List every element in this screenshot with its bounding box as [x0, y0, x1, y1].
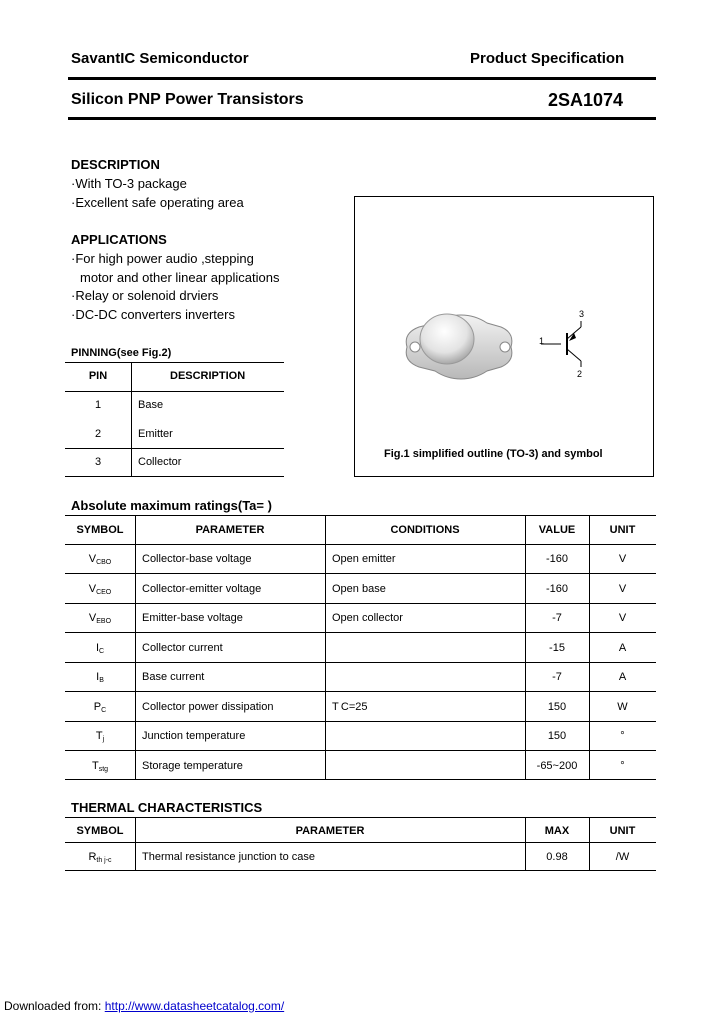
unit: V	[618, 583, 627, 595]
ratings-row-rule	[65, 750, 656, 751]
thermal-header-parameter: PARAMETER	[295, 825, 365, 837]
pin-header: PIN	[88, 370, 108, 382]
parameter: Collector-emitter voltage	[142, 583, 262, 595]
pin-description: Emitter	[138, 428, 173, 440]
value: -160	[545, 583, 569, 595]
pin-number: 3	[94, 456, 102, 468]
value: 150	[547, 701, 567, 713]
thermal-top-rule	[65, 817, 656, 818]
value: 150	[547, 730, 567, 742]
ratings-col-divider	[325, 515, 326, 779]
part-number: 2SA1074	[548, 90, 624, 110]
unit: V	[618, 553, 627, 565]
document-type: Product Specification	[470, 50, 625, 67]
thermal-title: THERMAL CHARACTERISTICS	[71, 800, 263, 815]
value: -65~200	[536, 760, 578, 772]
pin-description: Collector	[138, 456, 182, 468]
parameter: Collector-base voltage	[142, 553, 252, 565]
footer-label: Downloaded from:	[4, 999, 102, 1013]
ratings-header-value: VALUE	[538, 524, 576, 536]
parameter: Storage temperature	[142, 760, 243, 772]
figure-caption: Fig.1 simplified outline (TO-3) and symbol	[384, 448, 603, 460]
application-item: ·DC-DC converters inverters	[71, 307, 235, 322]
pin-table-row-rule	[65, 448, 284, 449]
value: -7	[552, 671, 562, 683]
company-name: SavantIC Semiconductor	[71, 50, 249, 67]
condition: Open base	[332, 583, 386, 595]
symbol: $V_{EBO}$	[88, 612, 112, 625]
ratings-row-rule	[65, 603, 656, 604]
symbol: $V_{CEO}$	[88, 583, 112, 596]
ratings-col-divider	[135, 515, 136, 779]
figure-box	[354, 196, 654, 477]
pinning-title: PINNING(see Fig.2)	[71, 347, 172, 359]
unit: °	[620, 730, 625, 742]
thermal-header-max: MAX	[544, 825, 570, 837]
ratings-header-conditions: CONDITIONS	[390, 524, 460, 536]
applications-title: APPLICATIONS	[71, 232, 167, 247]
unit: W	[617, 701, 628, 713]
header-rule-bottom	[68, 117, 656, 120]
product-line: Silicon PNP Power Transistors	[71, 91, 304, 108]
pin-row	[65, 456, 284, 484]
parameter: Emitter-base voltage	[142, 612, 243, 624]
value: -160	[545, 553, 569, 565]
parameter: Junction temperature	[142, 730, 246, 742]
thermal-bottom-rule	[65, 870, 656, 871]
ratings-header-rule	[65, 544, 656, 545]
description-item: ·With TO-3 package	[71, 176, 187, 191]
pin-table-bottom-rule	[65, 476, 284, 477]
symbol: $I_C$	[95, 642, 105, 655]
pin-number: 1	[94, 399, 102, 411]
pin-number: 2	[94, 428, 102, 440]
pin-row	[65, 428, 284, 456]
pin-label-base: 1	[539, 336, 545, 346]
ratings-title: Absolute maximum ratings(Ta= )	[71, 498, 272, 513]
description-title: DESCRIPTION	[71, 157, 160, 172]
unit: A	[618, 671, 627, 683]
to3-package-drawing	[355, 197, 653, 476]
header-rule-top	[68, 77, 656, 80]
thermal-header-unit: UNIT	[609, 825, 636, 837]
max-value: 0.98	[546, 851, 568, 863]
pin-table-header-rule	[65, 391, 284, 392]
unit: /W	[615, 851, 630, 863]
thermal-header-symbol: SYMBOL	[76, 825, 124, 837]
condition: Open collector	[332, 612, 403, 624]
pin-table-header	[65, 370, 284, 398]
pin-label-emitter: 2	[577, 369, 583, 379]
ratings-bottom-rule	[65, 779, 656, 780]
pin-table-top-rule	[65, 362, 284, 363]
condition: Open emitter	[332, 553, 396, 565]
symbol: $P_C$	[93, 701, 107, 714]
thermal-header-rule	[65, 842, 656, 843]
ratings-header-symbol: SYMBOL	[76, 524, 124, 536]
ratings-top-rule	[65, 515, 656, 516]
unit: V	[618, 612, 627, 624]
unit: °	[620, 760, 625, 772]
description-header: DESCRIPTION	[170, 370, 246, 382]
parameter: Thermal resistance junction to case	[142, 851, 316, 863]
condition: T C=25	[332, 701, 368, 713]
datasheet-catalog-link[interactable]: http://www.datasheetcatalog.com/	[104, 999, 285, 1013]
application-item: motor and other linear applications	[80, 270, 280, 285]
ratings-header-parameter: PARAMETER	[195, 524, 265, 536]
value: -7	[552, 612, 562, 624]
ratings-header-unit: UNIT	[609, 524, 636, 536]
description-item: ·Excellent safe operating area	[71, 195, 244, 210]
value: -15	[549, 642, 565, 654]
symbol: $T_j$	[95, 730, 105, 743]
ratings-row-rule	[65, 573, 656, 574]
ratings-row-rule	[65, 662, 656, 663]
pin-label-collector: 3	[579, 309, 585, 319]
symbol: $R_{th j-c}$	[88, 851, 112, 864]
unit: A	[618, 642, 627, 654]
application-item: ·For high power audio ,stepping	[71, 251, 254, 266]
pin-row	[65, 399, 284, 427]
symbol: $I_B$	[96, 671, 104, 684]
pin-description: Base	[138, 399, 164, 411]
parameter: Collector power dissipation	[142, 701, 274, 713]
symbol: $T_{stg}$	[91, 760, 109, 773]
parameter: Base current	[142, 671, 205, 683]
symbol: $V_{CBO}$	[88, 553, 112, 566]
download-footer	[4, 999, 284, 1013]
ratings-row-rule	[65, 691, 656, 692]
ratings-row-rule	[65, 721, 656, 722]
parameter: Collector current	[142, 642, 223, 654]
application-item: ·Relay or solenoid drviers	[71, 288, 219, 303]
ratings-row-rule	[65, 632, 656, 633]
